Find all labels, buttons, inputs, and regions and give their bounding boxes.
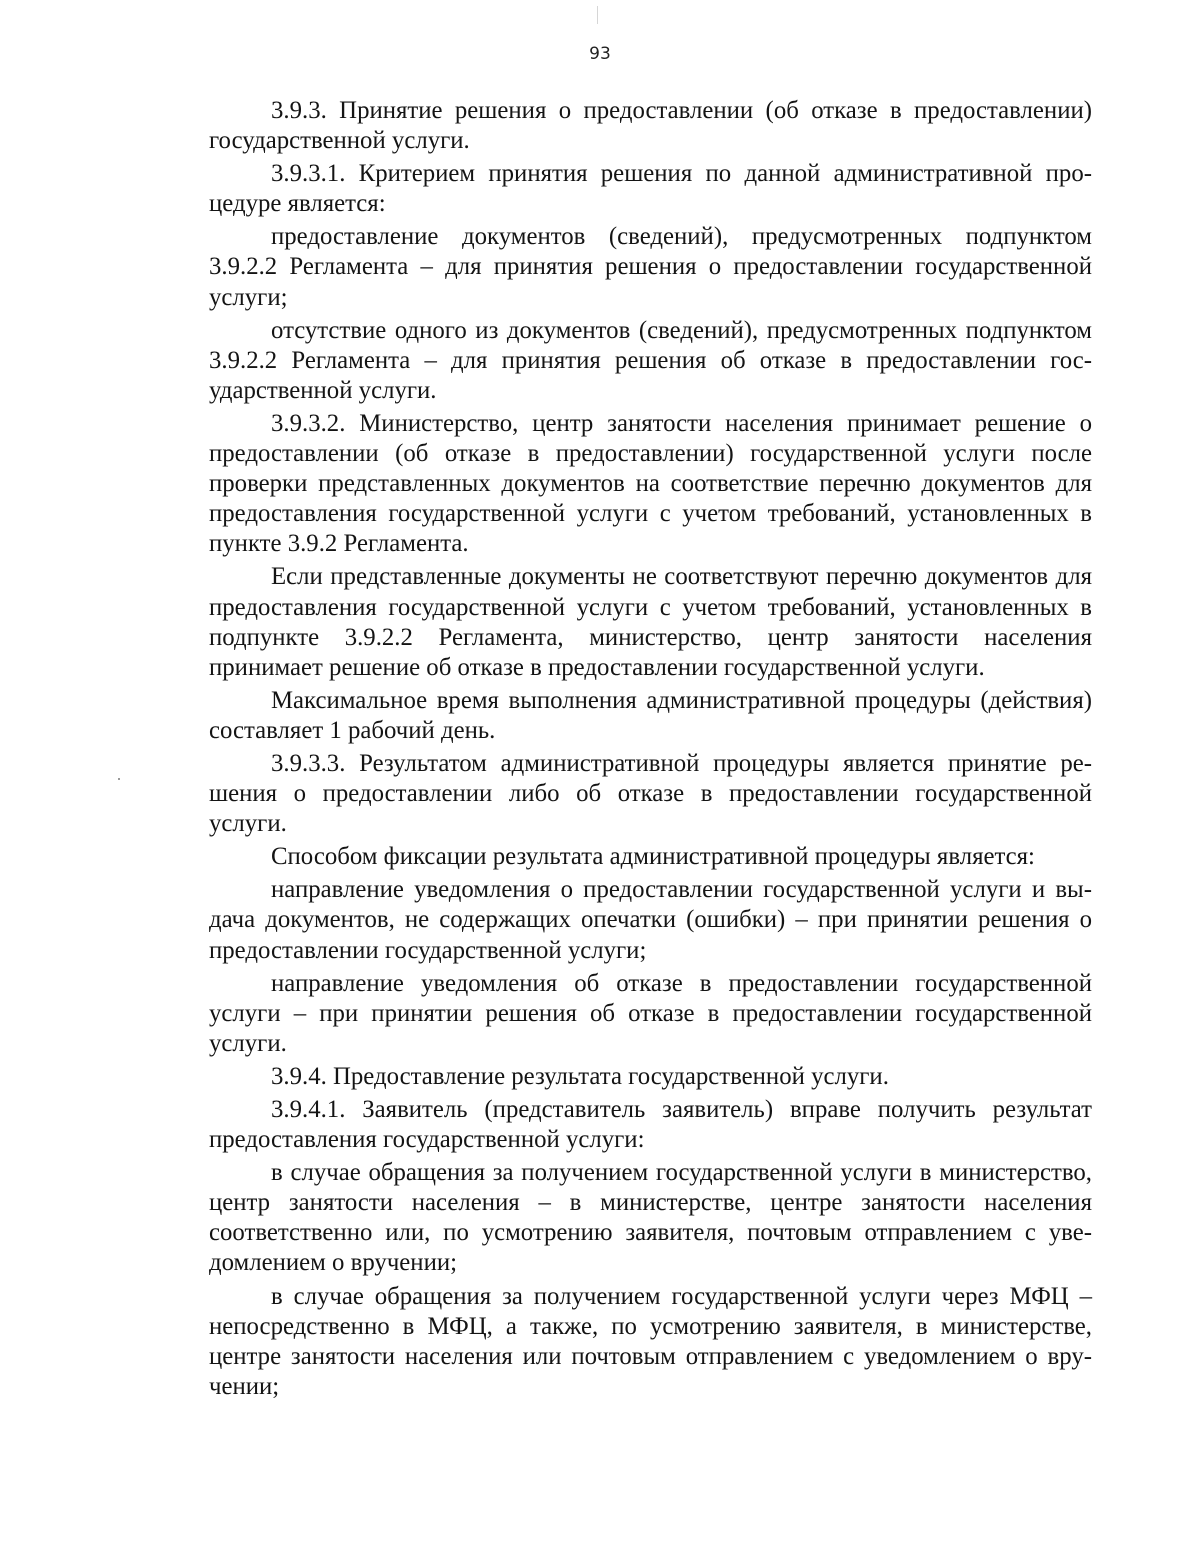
document-body <box>209 96 1092 1402</box>
paragraph-nonconforming-documents: Если представленные документы не соответствуют перечню документов для предоставления государственной услуги с учетом требований, установленных в подпункте 3.9.2.2 Регламента, министерство, центр занятости населения принимает решение об отказе в предоставлении государственной услуги. <box>209 563 1092 681</box>
paragraph-3-9-4-1: 3.9.4.1. Заявитель (представитель заявитель) вправе получить результат предоставления государственной услуги: <box>209 1096 1092 1154</box>
paragraph-criterion-provision: предоставление документов (сведений), предусмотренных подпунктом 3.9.2.2 Регламента – для принятия решения о предоставлении государственной услуги; <box>209 223 1092 311</box>
scan-artifact-dot <box>118 778 120 780</box>
scan-artifact-line <box>597 6 598 24</box>
paragraph-3-9-3-1: 3.9.3.1. Критерием принятия решения по данной административной процедуре является: <box>209 160 1092 218</box>
paragraph-3-9-3-2: 3.9.3.2. Министерство, центр занятости населения принимает решение о предоставлении (об отказе в предоставлении) государственной услуги после проверки представленных документов на соответствие перечню документов для предоставления государственной услуги с учетом требований, установленных в пункте 3.9.2 Регламента. <box>209 409 1092 558</box>
paragraph-ministry-case: в случае обращения за получением государственной услуги в министерство, центр занятости населения – в министерстве, центре занятости населения соответственно или, по усмотрению заявителя, почтовым отправлением с уведомлением о вручении; <box>209 1159 1092 1277</box>
page-number: 93 <box>589 44 611 64</box>
paragraph-notification-refusal: направление уведомления об отказе в предоставлении государственной услуги – при принятии решения об отказе в предоставлении государственной услуги. <box>209 969 1092 1057</box>
paragraph-max-time: Максимальное время выполнения административной процедуры (действия) составляет 1 рабочий день. <box>209 686 1092 744</box>
paragraph-3-9-3-3: 3.9.3.3. Результатом административной процедуры является принятие решения о предоставлении либо об отказе в предоставлении государственной услуги. <box>209 749 1092 838</box>
paragraph-notification-provision: направление уведомления о предоставлении государственной услуги и выдача документов, не содержащих опечатки (ошибки) – при принятии решения о предоставлении государственной услуги; <box>209 876 1092 964</box>
paragraph-3-9-4: 3.9.4. Предоставление результата государственной услуги. <box>271 1062 889 1090</box>
paragraph-mfc-case: в случае обращения за получением государственной услуги через МФЦ – непосредственно в МФЦ, а также, по усмотрению заявителя, в министерстве, центре занятости населения или почтовым отправлением с уведомлением о вручении; <box>209 1282 1092 1400</box>
paragraph-fixation-method: Способом фиксации результата административной процедуры является: <box>271 843 1035 871</box>
paragraph-3-9-3: 3.9.3. Принятие решения о предоставлении (об отказе в предоставлении) государственной услуги. <box>209 97 1092 155</box>
paragraph-criterion-refusal: отсутствие одного из документов (сведений), предусмотренных подпунктом 3.9.2.2 Регламента – для принятия решения об отказе в предоставлении государственной услуги. <box>209 316 1092 404</box>
